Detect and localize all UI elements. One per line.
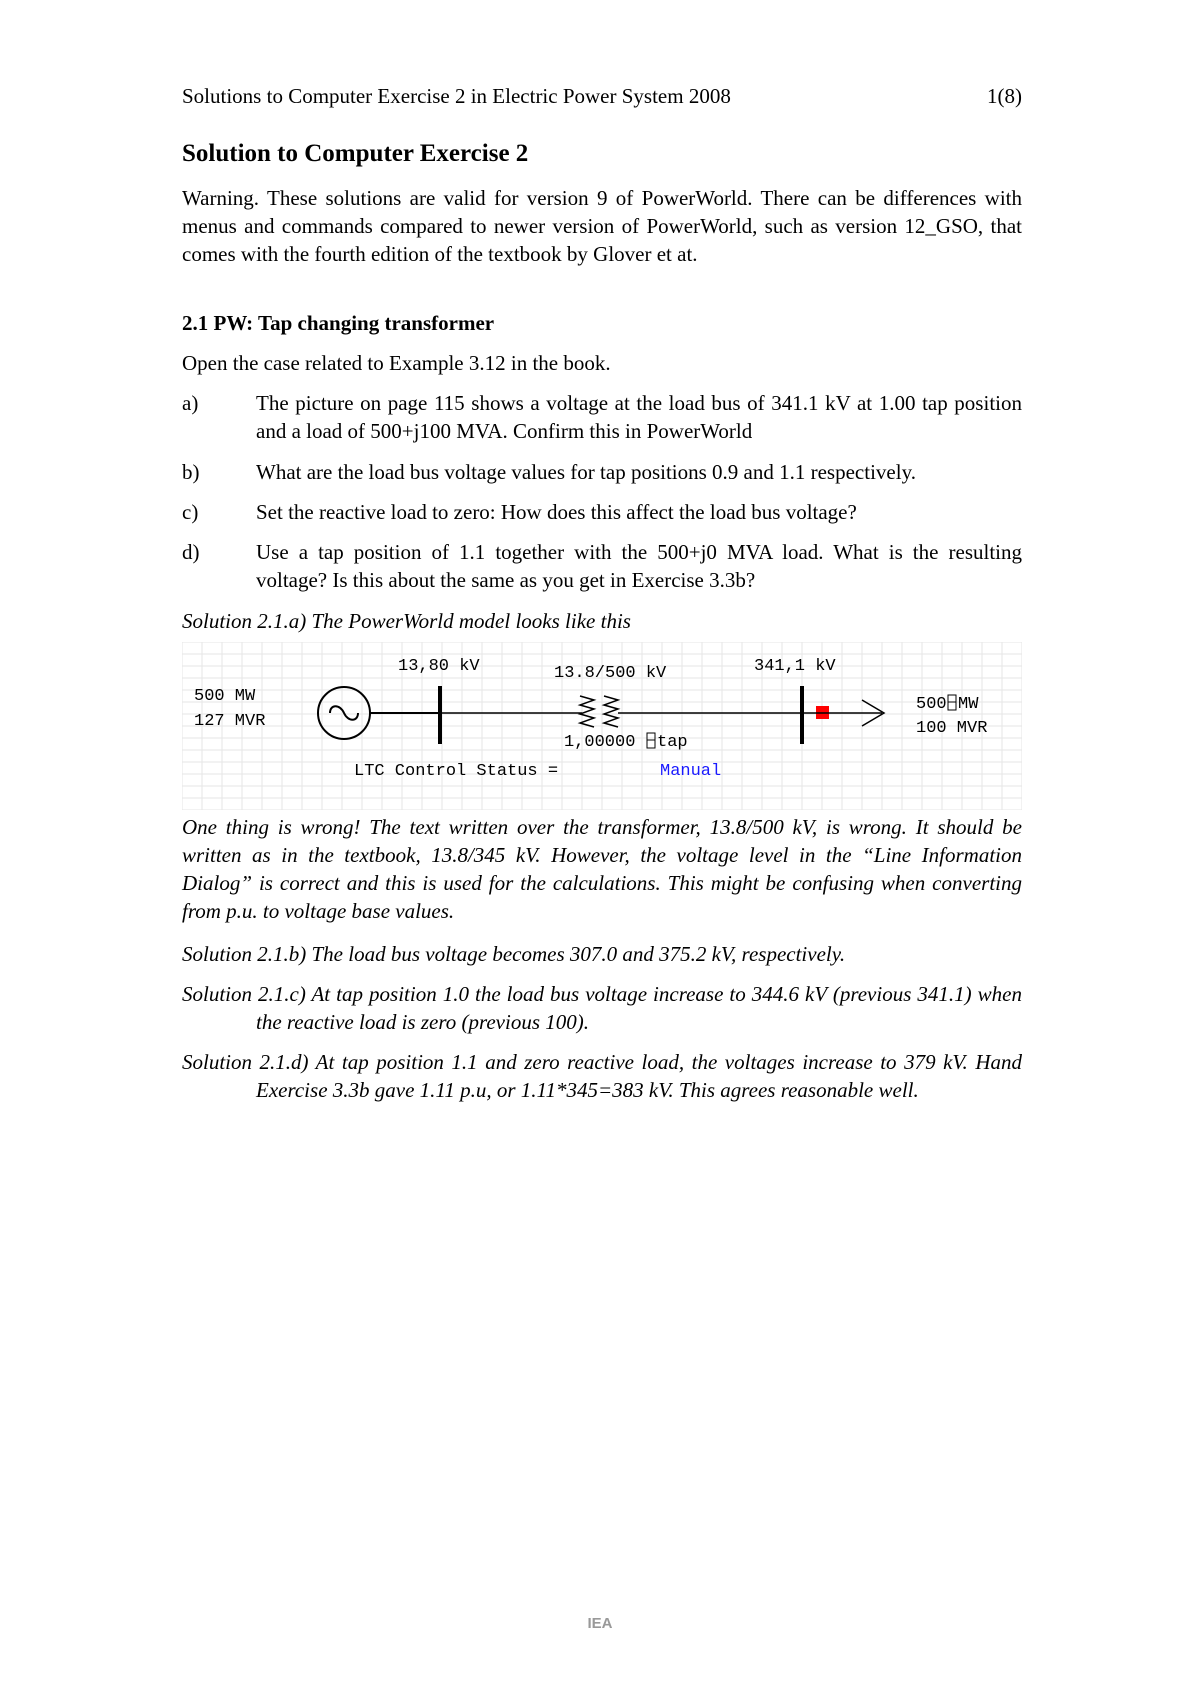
solution-d: Solution 2.1.d) At tap position 1.1 and zero reactive load, the voltages increase to 379 kV. Hand Exercise 3.3b gave 1.11 p.u, or 1.11*345=383 kV. This agrees reasonable well. (182, 1050, 1022, 1102)
question-text: Use a tap position of 1.1 together with the 500+j0 MVA load. What is the resulting voltage? Is this about the same as you get in Exercise 3.3b? (256, 540, 1022, 592)
document-title: Solution to Computer Exercise 2 (182, 140, 529, 167)
page-header (182, 84, 1022, 109)
question-label: b) (182, 460, 200, 484)
bus-2-voltage-label: 341,1 kV (754, 657, 836, 676)
section-intro: Open the case related to Example 3.12 in the book. (182, 351, 611, 375)
tap-value: 1,00000 (564, 733, 636, 752)
bus-1-voltage-label: 13,80 kV (398, 657, 480, 676)
page-footer: IEA (587, 1615, 613, 1632)
warning-paragraph: Warning. These solutions are valid for version 9 of PowerWorld. There can be differences with menus and commands compared to newer version of PowerWorld, such as version 12_GSO, that comes with the fourth edition of the textbook by Glover et at. (182, 186, 1022, 266)
load-mw-value: 500 (916, 695, 947, 714)
remark-paragraph: One thing is wrong! The text written over the transformer, 13.8/500 kV, is wrong. It should be written as in the textbook, 13.8/345 kV. However, the voltage level in the “Line Information Dialog” is correct and this is used for the calculations. This might be confusing when converting from p.u. to voltage base values. (182, 815, 1022, 923)
solution-b: Solution 2.1.b) The load bus voltage becomes 307.0 and 375.2 kV, respectively. (182, 942, 846, 966)
question-text: What are the load bus voltage values for tap positions 0.9 and 1.1 respectively. (256, 460, 916, 484)
tap-unit: tap (657, 733, 688, 752)
question-label: d) (182, 540, 200, 564)
gen-mvr-label: 127 MVR (194, 712, 266, 731)
transformer-rating-label: 13.8/500 kV (554, 664, 667, 683)
question-label: c) (182, 500, 199, 524)
solution-c: Solution 2.1.c) At tap position 1.0 the load bus voltage increase to 344.6 kV (previous 341.1) when the reactive load is zero (previous 100). (182, 982, 1022, 1034)
page-number: 1(8) (987, 84, 1022, 108)
header-title: Solutions to Computer Exercise 2 in Electric Power System 2008 (182, 84, 731, 108)
gen-mw-label: 500 MW (194, 687, 256, 706)
ltc-status-value[interactable]: Manual (660, 762, 722, 781)
load-mw-unit: MW (958, 695, 979, 714)
solution-a-caption: Solution 2.1.a) The PowerWorld model looks like this (182, 609, 631, 633)
powerworld-diagram (182, 642, 1022, 810)
question-label: a) (182, 391, 199, 415)
ltc-status-label: LTC Control Status = (354, 762, 559, 781)
question-text: Set the reactive load to zero: How does this affect the load bus voltage? (256, 500, 857, 524)
question-text: The picture on page 115 shows a voltage at the load bus of 341.1 kV at 1.00 tap position and a load of 500+j100 MVA. Confirm this in PowerWorld (256, 391, 1022, 443)
section-heading: 2.1 PW: Tap changing transformer (182, 311, 495, 335)
load-mvr-label: 100 MVR (916, 719, 988, 738)
